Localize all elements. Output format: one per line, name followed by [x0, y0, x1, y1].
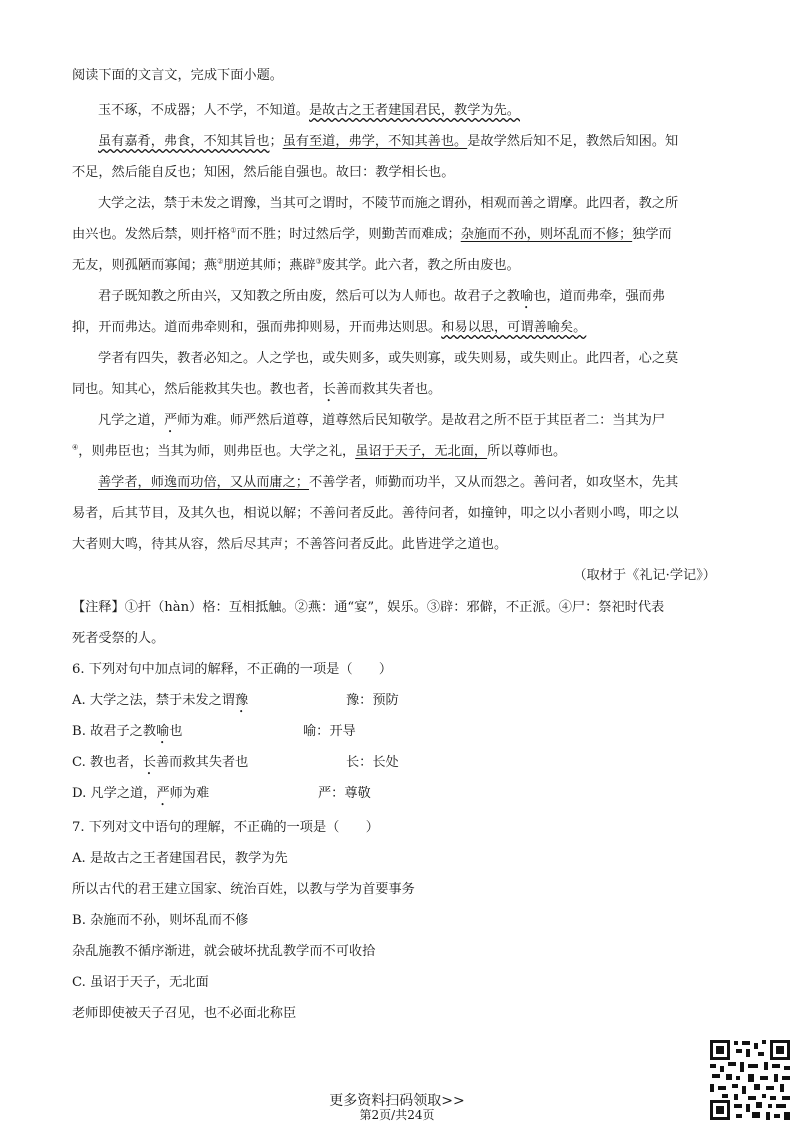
q6-option-a: A. 大学之法，禁于未发之谓豫 — [72, 693, 249, 708]
passage-p6-line1: 凡学之道，严师为难。师严然后道尊，道尊然后民知敬学。是故君之所不臣于其臣者二：当其为尸 — [98, 413, 666, 428]
q6-option-d: D. 凡学之道，严师为难 — [72, 786, 210, 801]
notes-line2: 死者受祭的人。 — [72, 631, 165, 646]
note-marker: ② — [217, 257, 224, 266]
q6-option-b: B. 故君子之教喻也 — [72, 724, 183, 739]
dotted-word: 严 — [163, 413, 178, 428]
dotted-word: 喻 — [156, 724, 170, 739]
q7-option-b-explanation: 杂乱施教不循序渐进，就会破坏扰乱教学而不可收拾 — [72, 944, 376, 959]
dotted-word: 豫 — [234, 693, 249, 708]
q7-option-a: A. 是故古之王者建国君民，教学为先 — [72, 851, 288, 866]
q6-option-d-answer: 严：尊敬 — [318, 786, 371, 801]
q6-option-a-answer: 豫：预防 — [346, 693, 399, 708]
passage-p2-line2: 不足，然后能自反也；知困，然后能自强也。故曰：教学相长也。 — [72, 165, 455, 180]
passage-p5-line2: 同也。知其心，然后能救其失也。教也者，长善而救其失者也。 — [72, 382, 442, 397]
underlined-sentence: 杂施而不孙，则坏乱而不修； — [460, 227, 633, 242]
passage-p7-line3: 大者则大鸣，待其从容，然后尽其声；不善答问者反此。此皆进学之道也。 — [72, 537, 508, 552]
question-7-stem: 7. 下列对文中语句的理解，不正确的一项是（ ） — [72, 820, 379, 835]
passage-p6-line2: ④，则弗臣也；当其为师，则弗臣也。大学之礼，虽诏于天子，无北面，所以尊师也。 — [72, 443, 567, 459]
passage-p7-line2: 易者，后其节目，及其久也，相说以解；不善问者反此。善待问者，如撞钟，叩之以小者则小鸣，叩之以 — [72, 506, 679, 521]
dotted-word: 长 — [322, 382, 336, 397]
question-6-stem: 6. 下列对句中加点词的解释，不正确的一项是（ ） — [72, 662, 393, 677]
q7-option-c: C. 虽诏于天子，无北面 — [72, 975, 209, 990]
dotted-word: 喻 — [520, 289, 534, 304]
underlined-sentence: 虽诏于天子，无北面， — [355, 444, 488, 459]
scan-prompt: 更多资料扫码领取>> — [329, 1093, 465, 1109]
underlined-sentence: 虽有至道，弗学，不知其善也。 — [282, 134, 468, 149]
q7-option-c-explanation: 老师即使被天子召见，也不必面北称臣 — [72, 1006, 297, 1021]
q6-option-c-answer: 长：长处 — [346, 755, 399, 770]
notes-line1: 【注释】①扞（hàn）格：互相抵触。②燕：通“宴”，娱乐。③辟：邪僻，不正派。④尸：祭祀时代表 — [72, 600, 665, 615]
note-marker: ③ — [315, 257, 322, 266]
underlined-sentence: 善学者，师逸而功倍，又从而庸之； — [98, 475, 309, 490]
source-citation: （取材于《礼记·学记》） — [573, 568, 716, 583]
underlined-sentence: 是故古之王者建国君民，教学为先。 — [309, 103, 520, 118]
passage-p7-line1: 善学者，师逸而功倍，又从而庸之；不善学者，师勤而功半，又从而怨之。善问者，如攻坚木，先其 — [98, 475, 679, 490]
passage-p3-line1: 大学之法，禁于未发之谓豫，当其可之谓时，不陵节而施之谓孙，相观而善之谓摩。此四者，教之所 — [98, 196, 679, 211]
q6-option-b-answer: 喻：开导 — [303, 724, 356, 739]
q7-option-a-explanation: 所以古代的君王建立国家、统治百姓，以教与学为首要事务 — [72, 882, 415, 897]
passage-p2-line1: 虽有嘉肴，弗食，不知其旨也；虽有至道，弗学，不知其善也。是故学然后知不足，教然后知困。知 — [98, 134, 679, 149]
note-marker: ① — [230, 226, 237, 235]
note-marker: ④ — [72, 443, 79, 452]
page-number: 第2页/共24页 — [359, 1108, 435, 1122]
q7-option-b: B. 杂施而不孙，则坏乱而不修 — [72, 913, 249, 928]
intro: 阅读下面的文言文，完成下面小题。 — [72, 68, 283, 83]
underlined-sentence: 和易以思，可谓善喻矣。 — [441, 320, 587, 335]
passage-p5-line1: 学者有四失，教者必知之。人之学也，或失则多，或失则寡，或失则易，或失则止。此四者，心之莫 — [98, 351, 679, 366]
passage-p4-line1: 君子既知教之所由兴，又知教之所由废，然后可以为人师也。故君子之教喻也，道而弗牵，强而弗 — [98, 289, 666, 304]
dotted-word: 严 — [156, 786, 170, 801]
underlined-sentence: 虽有嘉肴，弗食，不知其旨也 — [98, 134, 270, 149]
passage-p3-line2: 由兴也。发然后禁，则扞格①而不胜；时过然后学，则勤苦而难成；杂施而不孙，则坏乱而不修；独学而 — [72, 226, 672, 242]
passage-p1: 玉不琢，不成器；人不学，不知道。是故古之王者建国君民，教学为先。 — [98, 103, 520, 118]
q6-option-c: C. 教也者，长善而救其失者也 — [72, 755, 249, 770]
dotted-word: 长 — [142, 755, 156, 770]
passage-p3-line3: 无友，则孤陋而寡闻；燕②朋逆其师；燕辟③废其学。此六者，教之所由废也。 — [72, 257, 520, 273]
passage-p4-line2: 抑，开而弗达。道而弗牵则和，强而弗抑则易，开而弗达则思。和易以思，可谓善喻矣。 — [72, 320, 587, 335]
